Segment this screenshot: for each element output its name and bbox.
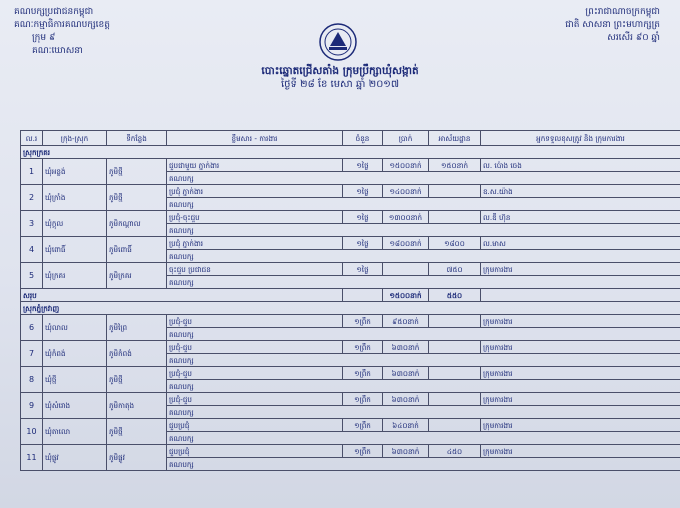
row-number: 8: [21, 367, 43, 393]
table-row: [21, 237, 680, 250]
content-cell: ជួបប្រជុំ: [167, 419, 343, 432]
address-cell: [429, 211, 481, 224]
responsible-cell: ល.ឌី ហ៊ុន: [481, 211, 680, 224]
column-header: អាស័យដ្ឋាន: [429, 131, 481, 146]
responsible-cell: ក្រុមការងារ: [481, 419, 680, 432]
table-row: [21, 367, 680, 380]
place-cell: ភូមិផ្លូវ: [107, 445, 167, 471]
header-right-line: ព្រះរាជាណាចក្រកម្ពុជា: [585, 7, 660, 17]
content-cell: ជួបប្រជុំ: [167, 445, 343, 458]
address-cell: [429, 341, 481, 354]
content-detail-cell: គណបក្ស: [167, 458, 680, 471]
header-left-line: គណបក្សប្រជាជនកម្ពុជា: [14, 7, 94, 17]
content-detail-cell: គណបក្ស: [167, 172, 680, 185]
section-label: ស្រុកភ្នំក្រវាញ: [21, 302, 680, 315]
qty-cell: ១ព្រឹក: [343, 315, 383, 328]
section-row: [21, 302, 680, 315]
responsible-cell: ក្រុមការងារ: [481, 367, 680, 380]
address-cell: ៧៥០: [429, 263, 481, 276]
column-header: ល.រ: [21, 131, 43, 146]
responsible-cell: ឧ.ស.យ៉ាង: [481, 185, 680, 198]
place-cell: ភូមិកាតុង: [107, 393, 167, 419]
address-cell: ៤៥០: [429, 445, 481, 458]
content-cell: ប្រជុំ-ជួប: [167, 393, 343, 406]
district-cell: ឃុំក្តុល: [43, 211, 107, 237]
table-row: [21, 341, 680, 354]
responsible-cell: ល. ប៉ោង ចេង: [481, 159, 680, 172]
subtotal-label: សរុប: [21, 289, 343, 302]
amount-cell: ៦៣០នាក់: [383, 341, 429, 354]
district-cell: ឃុំលាល: [43, 315, 107, 341]
content-detail-cell: គណបក្ស: [167, 354, 680, 367]
content-cell: ប្រជុំ ភ្នាក់ងារ: [167, 237, 343, 250]
row-number: 4: [21, 237, 43, 263]
amount-cell: ១៣០០នាក់: [383, 211, 429, 224]
table-row: [21, 159, 680, 172]
table-header-row: [21, 131, 680, 146]
table-body: [21, 146, 680, 471]
subtotal-address: ៥៥០: [429, 289, 481, 302]
qty-cell: ១ថ្ងៃ: [343, 263, 383, 276]
content-detail-cell: គណបក្ស: [167, 380, 680, 393]
place-cell: ភូមិពោធិ៍: [107, 237, 167, 263]
district-cell: ឃុំកំពង់: [43, 341, 107, 367]
party-emblem-icon: [318, 22, 358, 62]
header-right-line: ជាតិ សាសនា ព្រះមហាក្សត្រ: [565, 20, 660, 30]
responsible-cell: ក្រុមការងារ: [481, 263, 680, 276]
qty-cell: ១ថ្ងៃ: [343, 237, 383, 250]
table-row: [21, 185, 680, 198]
title-block: [0, 64, 680, 92]
column-header: អ្នកទទួលខុសត្រូវ និង ក្រុមការងារ: [481, 131, 680, 146]
column-header: ប្រាក់: [383, 131, 429, 146]
subtotal-qty: [343, 289, 383, 302]
amount-cell: [383, 263, 429, 276]
district-cell: ឃុំផ្លូវ: [43, 445, 107, 471]
place-cell: ភូមិកំពង់: [107, 341, 167, 367]
content-cell: ប្រជុំ-ចុះជួប: [167, 211, 343, 224]
qty-cell: ១ព្រឹក: [343, 419, 383, 432]
address-cell: [429, 367, 481, 380]
subtotal-amount: ១៥០០នាក់: [383, 289, 429, 302]
document-title: បោះឆ្នោតជ្រើសតាំង ក្រុមប្រឹក្សាឃុំសង្កាត់: [261, 65, 419, 77]
row-number: 6: [21, 315, 43, 341]
row-number: 2: [21, 185, 43, 211]
qty-cell: ១ថ្ងៃ: [343, 159, 383, 172]
table-row: [21, 393, 680, 406]
place-cell: ភូមិព្រៃ: [107, 315, 167, 341]
header-left: [14, 6, 110, 58]
row-number: 1: [21, 159, 43, 185]
district-cell: ឃុំក្រគរ: [43, 263, 107, 289]
qty-cell: ១ថ្ងៃ: [343, 185, 383, 198]
section-row: [21, 146, 680, 159]
responsible-cell: ក្រុមការងារ: [481, 315, 680, 328]
content-cell: ចុះជួប ប្រជាជន: [167, 263, 343, 276]
qty-cell: ១ថ្ងៃ: [343, 211, 383, 224]
table-row: [21, 315, 680, 328]
district-cell: ឃុំអន្លង់: [43, 159, 107, 185]
responsible-cell: ល.មាស: [481, 237, 680, 250]
amount-cell: ៩៥០នាក់: [383, 315, 429, 328]
column-header: ទីកន្លែង: [107, 131, 167, 146]
amount-cell: ៦៣០នាក់: [383, 367, 429, 380]
district-cell: ឃុំសំរោង: [43, 393, 107, 419]
address-cell: [429, 315, 481, 328]
responsible-cell: ក្រុមការងារ: [481, 341, 680, 354]
amount-cell: ៦៣០នាក់: [383, 445, 429, 458]
table-row: [21, 445, 680, 458]
row-number: 10: [21, 419, 43, 445]
address-cell: [429, 419, 481, 432]
qty-cell: ១ព្រឹក: [343, 393, 383, 406]
qty-cell: ១ព្រឹក: [343, 367, 383, 380]
content-detail-cell: គណបក្ស: [167, 224, 680, 237]
district-cell: ឃុំក្រាំង: [43, 185, 107, 211]
content-detail-cell: គណបក្ស: [167, 432, 680, 445]
district-cell: ឃុំថ្មី: [43, 367, 107, 393]
amount-cell: ៦៣០នាក់: [383, 393, 429, 406]
header-left-line: គណៈឃោសនា: [32, 46, 83, 56]
content-detail-cell: គណបក្ស: [167, 328, 680, 341]
place-cell: ភូមិកណ្តាល: [107, 211, 167, 237]
schedule-table-wrapper: [20, 130, 680, 471]
content-cell: ប្រជុំ-ជួប: [167, 367, 343, 380]
content-cell: ប្រជុំ ភ្នាក់ងារ: [167, 185, 343, 198]
column-header: ខ្លឹមសារ - ការងារ: [167, 131, 343, 146]
content-cell: ប្រជុំ-ជួប: [167, 341, 343, 354]
content-cell: ប្រជុំ-ជួប: [167, 315, 343, 328]
district-cell: ឃុំតាលោ: [43, 419, 107, 445]
amount-cell: ១៥០០នាក់: [383, 159, 429, 172]
column-header: ចំនួន: [343, 131, 383, 146]
qty-cell: ១ព្រឹក: [343, 445, 383, 458]
header-right-line: សរសើរ ៩០ ឆ្នាំ: [607, 33, 660, 43]
subtotal-row: [21, 289, 680, 302]
table-row: [21, 419, 680, 432]
content-cell: ជួបជាមួយ ភ្នាក់ងារ: [167, 159, 343, 172]
amount-cell: ១៤០០នាក់: [383, 185, 429, 198]
address-cell: ១៨០០: [429, 237, 481, 250]
header-left-line: គណៈកម្មាធិការគណបក្សខេត្ត: [14, 20, 110, 30]
district-cell: ឃុំពោធិ៍: [43, 237, 107, 263]
header-right: [565, 6, 660, 45]
amount-cell: ១៨០០នាក់: [383, 237, 429, 250]
place-cell: ភូមិក្រគរ: [107, 263, 167, 289]
column-header: ក្រុង-ស្រុក: [43, 131, 107, 146]
table-row: [21, 211, 680, 224]
content-detail-cell: គណបក្ស: [167, 276, 680, 289]
qty-cell: ១ព្រឹក: [343, 341, 383, 354]
address-cell: [429, 185, 481, 198]
table-row: [21, 263, 680, 276]
content-detail-cell: គណបក្ស: [167, 250, 680, 263]
row-number: 9: [21, 393, 43, 419]
place-cell: ភូមិថ្មី: [107, 159, 167, 185]
row-number: 7: [21, 341, 43, 367]
content-detail-cell: គណបក្ស: [167, 406, 680, 419]
amount-cell: ៦៤០នាក់: [383, 419, 429, 432]
schedule-table: [20, 130, 680, 471]
place-cell: ភូមិថ្មី: [107, 419, 167, 445]
content-detail-cell: គណបក្ស: [167, 198, 680, 211]
row-number: 5: [21, 263, 43, 289]
section-label: ស្រុកក្រគរ: [21, 146, 680, 159]
address-cell: [429, 393, 481, 406]
header-left-line: ក្រុម ៩: [32, 33, 56, 43]
responsible-cell: ក្រុមការងារ: [481, 445, 680, 458]
row-number: 3: [21, 211, 43, 237]
responsible-cell: ក្រុមការងារ: [481, 393, 680, 406]
document-date: ថ្ងៃទី ២៨ ខែ មេសា ឆ្នាំ ២០១៧: [280, 79, 400, 90]
subtotal-blank: [481, 289, 680, 302]
place-cell: ភូមិថ្មី: [107, 185, 167, 211]
place-cell: ភូមិថ្មី: [107, 367, 167, 393]
address-cell: ១៥០នាក់: [429, 159, 481, 172]
row-number: 11: [21, 445, 43, 471]
